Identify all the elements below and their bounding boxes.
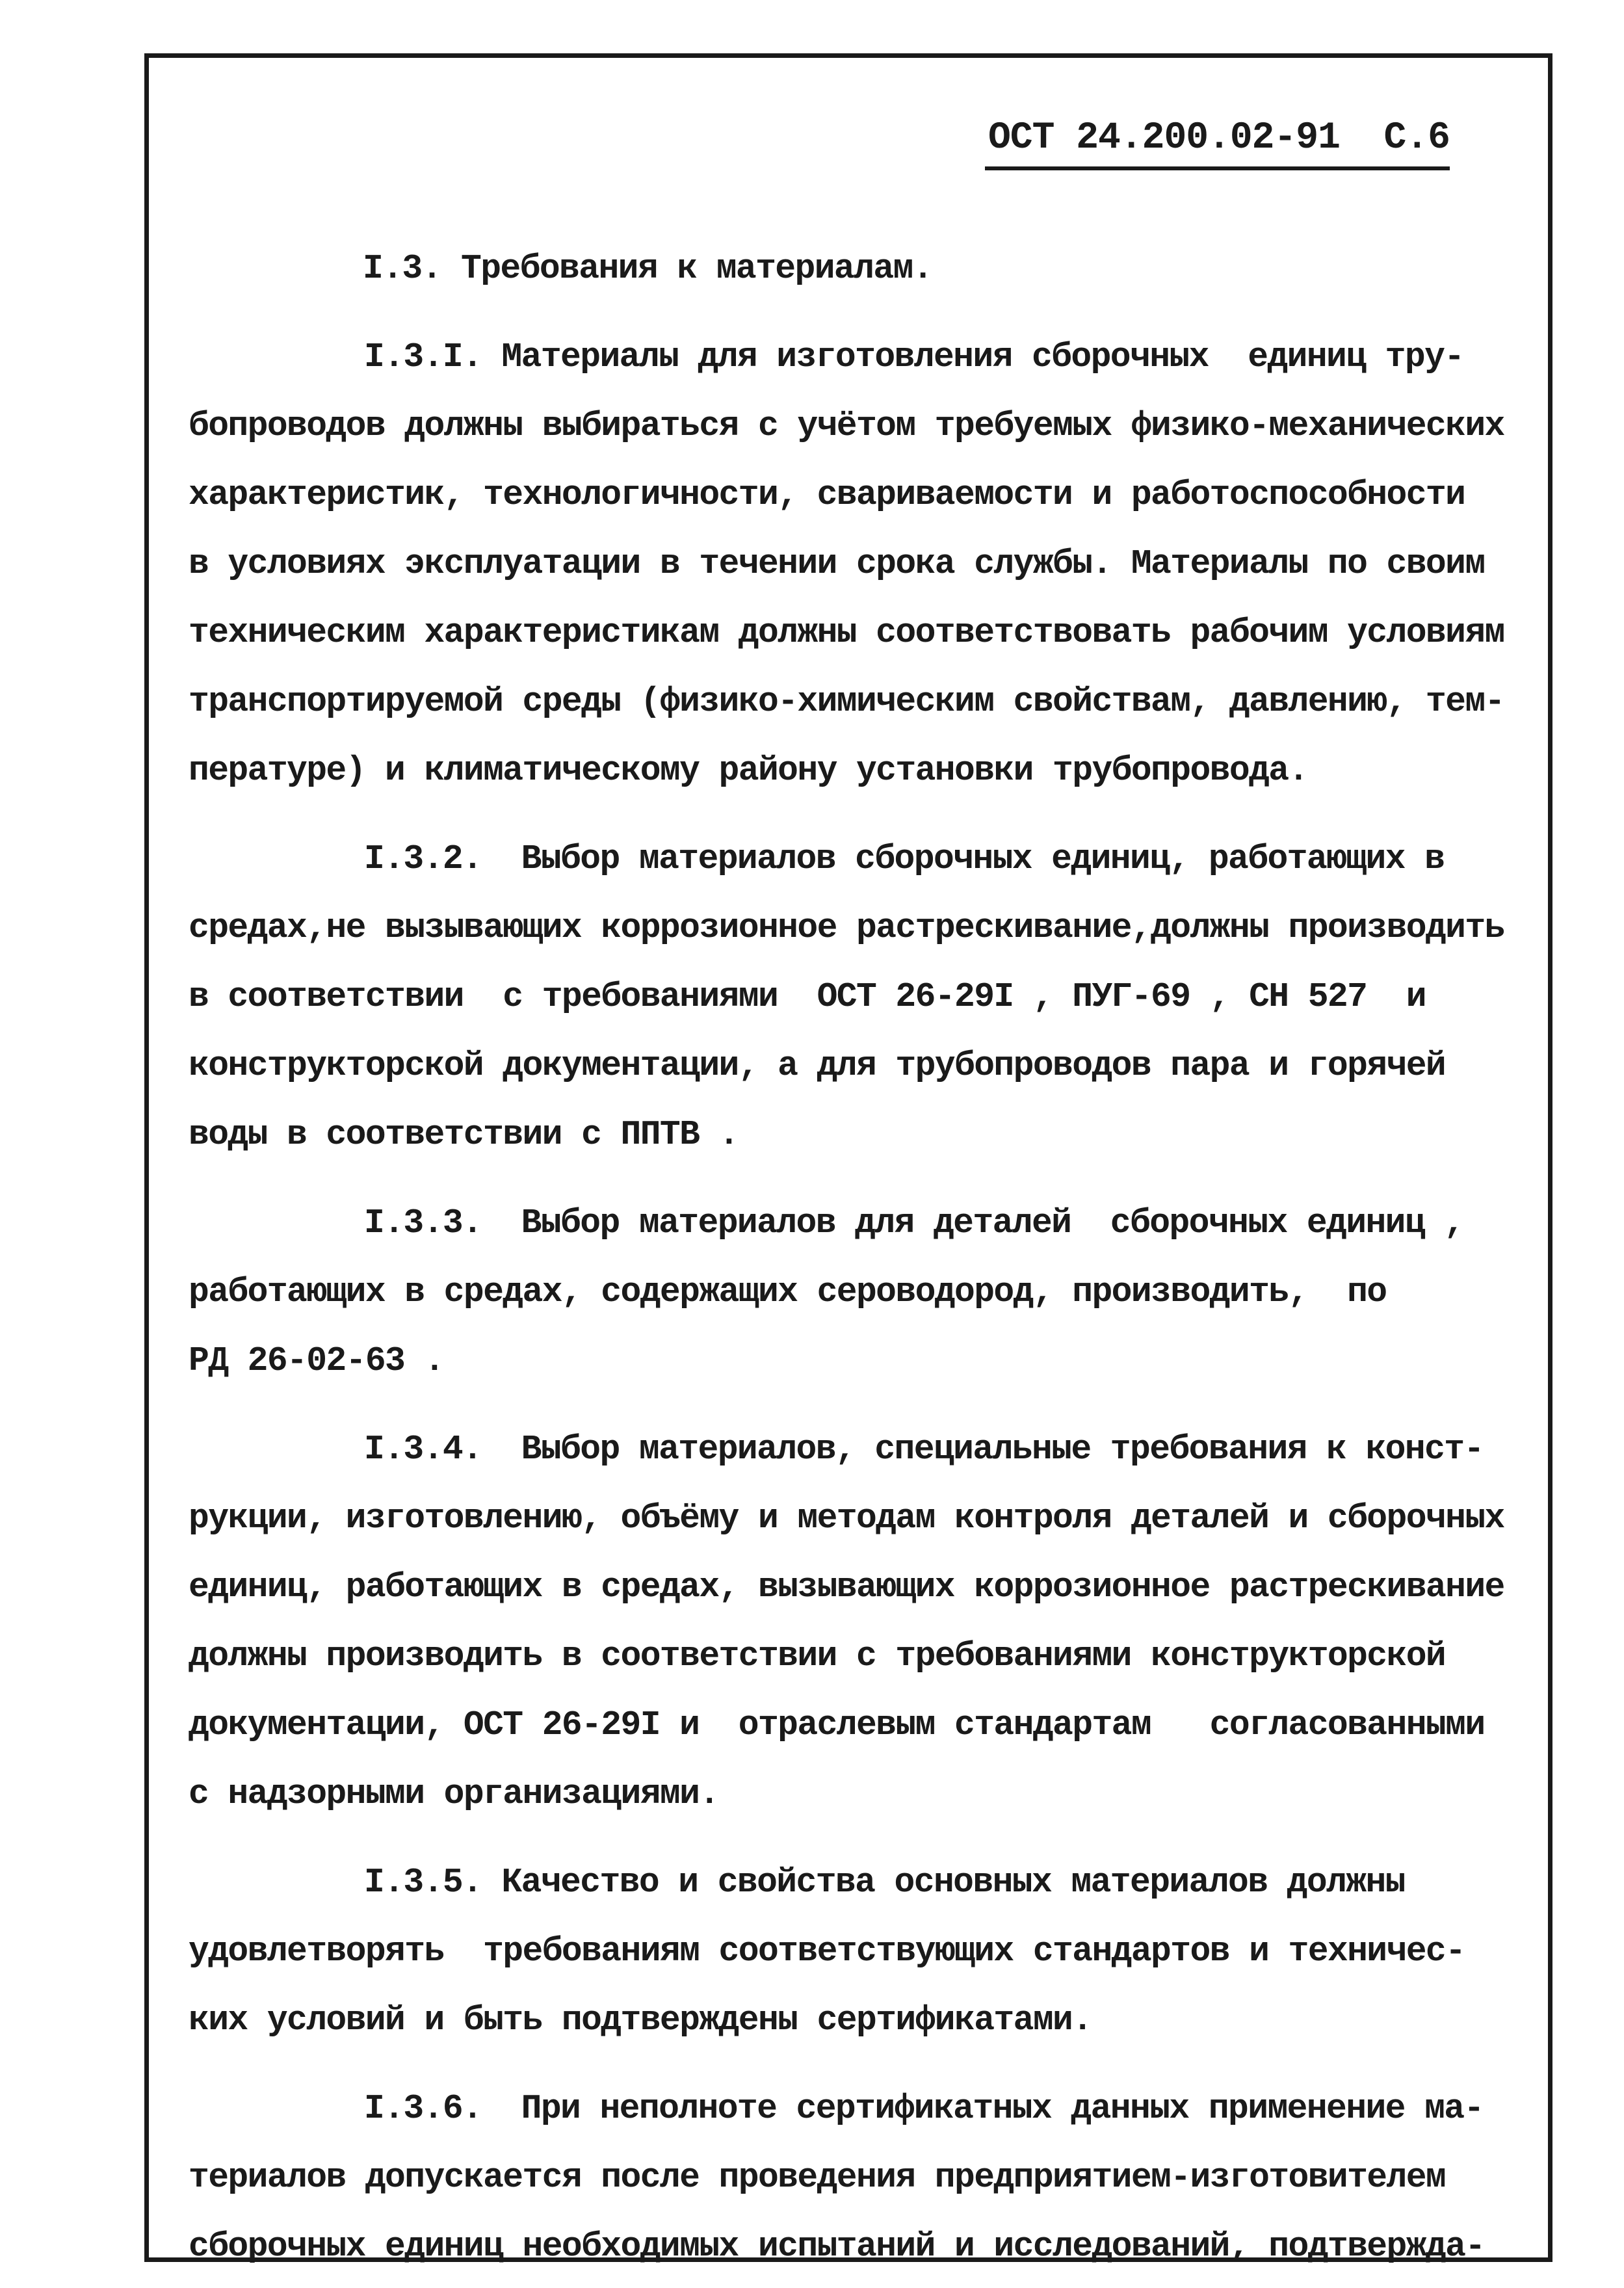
text-line: I.3.6. При неполноте сертификатных данных применение ма-	[364, 2089, 1484, 2128]
text-line: рукции, изготовлению, объёму и методам контроля деталей и сборочных	[189, 1499, 1504, 1538]
text-line: характеристик, технологичности, свариваемости и работоспособности	[189, 475, 1465, 514]
document-code: ОСТ 24.200.02-91	[988, 117, 1340, 159]
section-title: I.3. Требования к материалам.	[363, 249, 932, 288]
document-header	[988, 117, 1450, 159]
text-line: сборочных единиц необходимых испытаний и исследований, подтвержда-	[189, 2227, 1485, 2266]
paragraph-1-3-4	[189, 1415, 1547, 1828]
text-line: I.3.5. Качество и свойства основных материалов должны	[364, 1863, 1405, 1902]
text-line: удовлетворять требованиям соответствующих стандартов и техничес-	[189, 1932, 1465, 1971]
paragraph-1-3-6	[189, 2074, 1547, 2281]
paragraph-1-3-1	[189, 322, 1547, 805]
document-body	[189, 234, 1547, 2281]
text-line: ких условий и быть подтверждены сертификатами.	[189, 2001, 1092, 2040]
text-line: средах,не вызывающих коррозионное растрескивание,должны производить	[189, 908, 1504, 947]
text-line: конструкторской документации, а для трубопроводов пара и горячей	[189, 1046, 1446, 1085]
text-line: I.3.4. Выбор материалов, специальные требования к конст-	[364, 1430, 1484, 1469]
text-line: транспортируемой среды (физико-химическим свойствам, давлению, тем-	[189, 682, 1504, 721]
text-line: воды в соответствии с ППТВ .	[189, 1115, 739, 1154]
text-line: должны производить в соответствии с требованиями конструкторской	[189, 1637, 1446, 1676]
page-number: С.6	[1383, 117, 1450, 159]
text-line: I.3.3. Выбор материалов для деталей сборочных единиц ,	[364, 1203, 1464, 1243]
text-line: документации, ОСТ 26-29I и отраслевым стандартам согласованными	[189, 1705, 1485, 1744]
header-underline	[985, 166, 1450, 170]
text-line: I.3.I. Материалы для изготовления сборочных единиц тру-	[364, 337, 1464, 376]
text-line: с надзорными организациями.	[189, 1774, 719, 1813]
paragraph-1-3-3	[189, 1189, 1547, 1395]
text-line: в соответствии с требованиями ОСТ 26-29I , ПУГ-69 , СН 527 и	[189, 977, 1426, 1016]
text-line: I.3.2. Выбор материалов сборочных единиц, работающих в	[364, 839, 1445, 878]
text-line: бопроводов должны выбираться с учётом требуемых физико-механических	[189, 406, 1504, 445]
text-line: пературе) и климатическому району установки трубопровода.	[189, 751, 1308, 790]
text-line: РД 26-02-63 .	[189, 1341, 444, 1380]
text-line: единиц, работающих в средах, вызывающих коррозионное растрескивание	[189, 1568, 1504, 1607]
paragraph-1-3-5	[189, 1848, 1547, 2055]
text-line: техническим характеристикам должны соответствовать рабочим условиям	[189, 613, 1504, 652]
text-line: работающих в средах, содержащих сероводород, производить, по	[189, 1272, 1387, 1311]
text-line: в условиях эксплуатации в течении срока службы. Материалы по своим	[189, 544, 1485, 583]
paragraph-1-3-2	[189, 824, 1547, 1169]
text-line: териалов допускается после проведения предприятием-изготовителем	[189, 2158, 1446, 2197]
